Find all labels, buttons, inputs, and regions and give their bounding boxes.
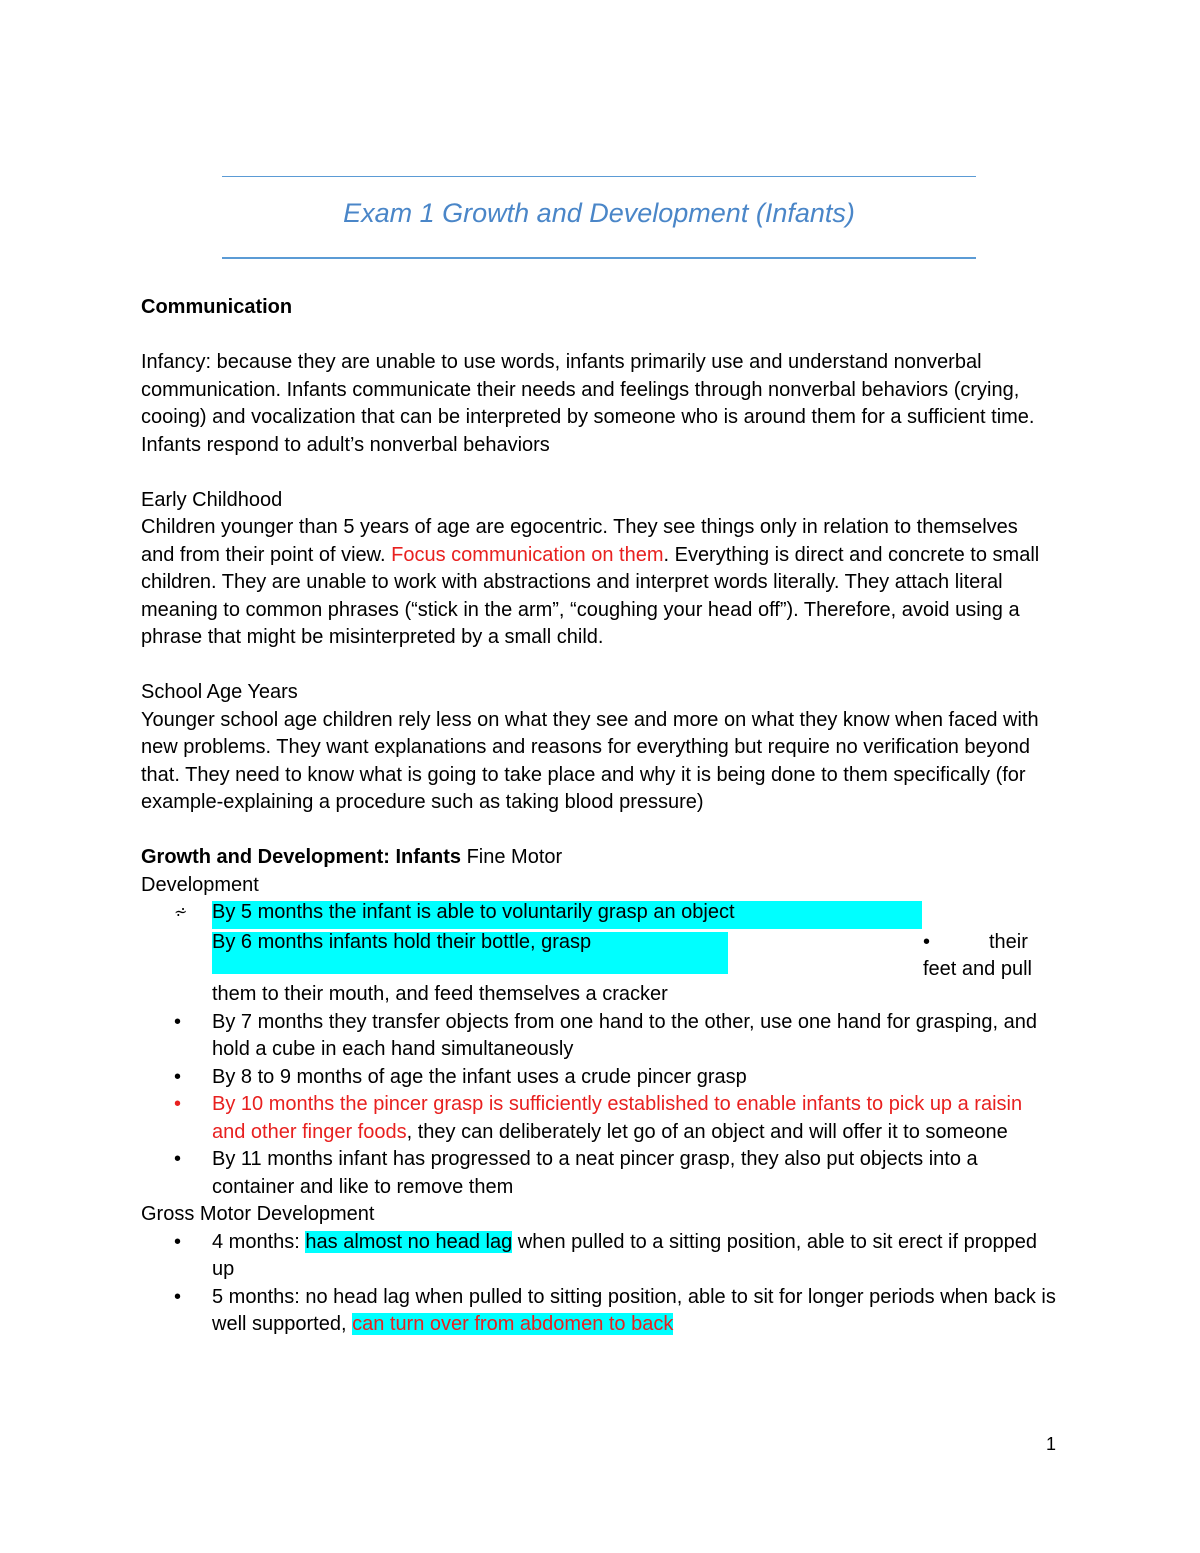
item-6-months-end: them to their mouth, and feed themselves a cracker [212, 983, 668, 1005]
item-4-months-end: when pulled to a sitting position, able to sit erect if propped up [212, 1230, 1037, 1280]
early-childhood-paragraph [141, 514, 1056, 652]
list-item [141, 1091, 1056, 1146]
item-11-months: By 11 months infant has progressed to a neat pincer grasp, they also put objects into a container and like to remove them [212, 1148, 978, 1198]
list-item [141, 1064, 1056, 1092]
fine-motor-first-items [141, 899, 1056, 981]
communication-heading: Communication [141, 296, 293, 318]
bullet-icon: • [174, 1093, 182, 1115]
fine-motor-subheading: Development [141, 873, 259, 896]
bullet-icon: • [923, 931, 931, 953]
early-text-1: Children younger than 5 years of age are egocentric. They see things only in relation to themselves and from their point of view. [141, 516, 1018, 566]
gross-motor-heading: Gross Motor Development [141, 1203, 375, 1225]
fragment-text-2: feet and pull [923, 958, 1032, 980]
item-5-months: By 5 months the infant is able to voluntarily grasp an object [212, 901, 735, 923]
fine-motor-heading-bold: Growth and Development: Infants [141, 846, 462, 868]
bullet-icon: • [174, 1148, 182, 1170]
item-6-months-start: By 6 months infants hold their bottle, grasp [212, 931, 592, 953]
title-rule-top [222, 176, 976, 177]
early-text-2: . Everything is direct and concrete to small children. They are unable to work with abstractions and interpret words literally. They attach literal meaning to common phrases (“stick in the arm”, “coughing your head off”). Therefore, avoid using a phrase that might be misinterpreted by a small child. [141, 543, 1040, 648]
gross-motor-list [141, 1229, 1056, 1339]
arrow-bullet-icon: ⩫ [174, 904, 188, 921]
list-item [141, 1229, 1056, 1284]
item-8-months: By 8 to 9 months of age the infant uses a crude pincer grasp [212, 1065, 747, 1088]
item-4-months-highlight: has almost no head lag [305, 1230, 513, 1253]
bullet-icon: • [174, 1065, 182, 1088]
fine-motor-list [141, 1009, 1056, 1202]
item-5-months-start: 5 months: no head lag when pulled to sitting position, able to sit for longer periods when back is well supported, [212, 1285, 1056, 1335]
bullet-icon: • [174, 1010, 182, 1033]
early-red-text: Focus communication on them [391, 543, 664, 566]
list-item [141, 1284, 1056, 1339]
list-item [141, 1146, 1056, 1201]
infancy-paragraph: Infancy: because they are unable to use words, infants primarily use and understand nonverbal communication. Infants communicate their needs and feelings through nonverbal behaviors (crying, cooing) and vocalization that can be interpreted by someone who is around them for a sufficient time. Infants respond to adult’s nonverbal behaviors [141, 351, 1035, 456]
item-5-months-highlight: can turn over from abdomen to back [352, 1313, 674, 1335]
title-rule-bottom [222, 257, 976, 259]
item-7-months: By 7 months they transfer objects from one hand to the other, use one hand for grasping, and hold a cube in each hand simultaneously [212, 1010, 1037, 1060]
fragment-text-1: their [989, 931, 1028, 953]
item-10-months-rest: , they can deliberately let go of an object and will offer it to someone [406, 1120, 1008, 1143]
document-title: Exam 1 Growth and Development (Infants) [343, 198, 855, 228]
school-age-heading: School Age Years [141, 681, 298, 703]
school-age-paragraph: Younger school age children rely less on what they see and more on what they know when faced with new problems. They want explanations and reasons for everything but require no verification beyond that. They need to know what is going to take place and why it is being done to them specifically (for example-explaining a procedure such as taking blood pressure) [141, 708, 1039, 813]
fine-motor-heading [141, 844, 1056, 872]
item-10-months-red: By 10 months the pincer grasp is sufficiently established to enable infants to pick up a raisin and other finger foods [212, 1093, 1023, 1143]
list-item [141, 1009, 1056, 1064]
bullet-icon: • [174, 1285, 182, 1308]
item-4-months-start: 4 months: [212, 1230, 306, 1253]
fine-motor-heading-rest: Fine Motor [461, 846, 563, 868]
bullet-icon: • [174, 1230, 182, 1253]
early-childhood-heading: Early Childhood [141, 488, 283, 511]
document-body [141, 294, 1056, 1339]
page-number: 1 [1046, 1434, 1057, 1454]
